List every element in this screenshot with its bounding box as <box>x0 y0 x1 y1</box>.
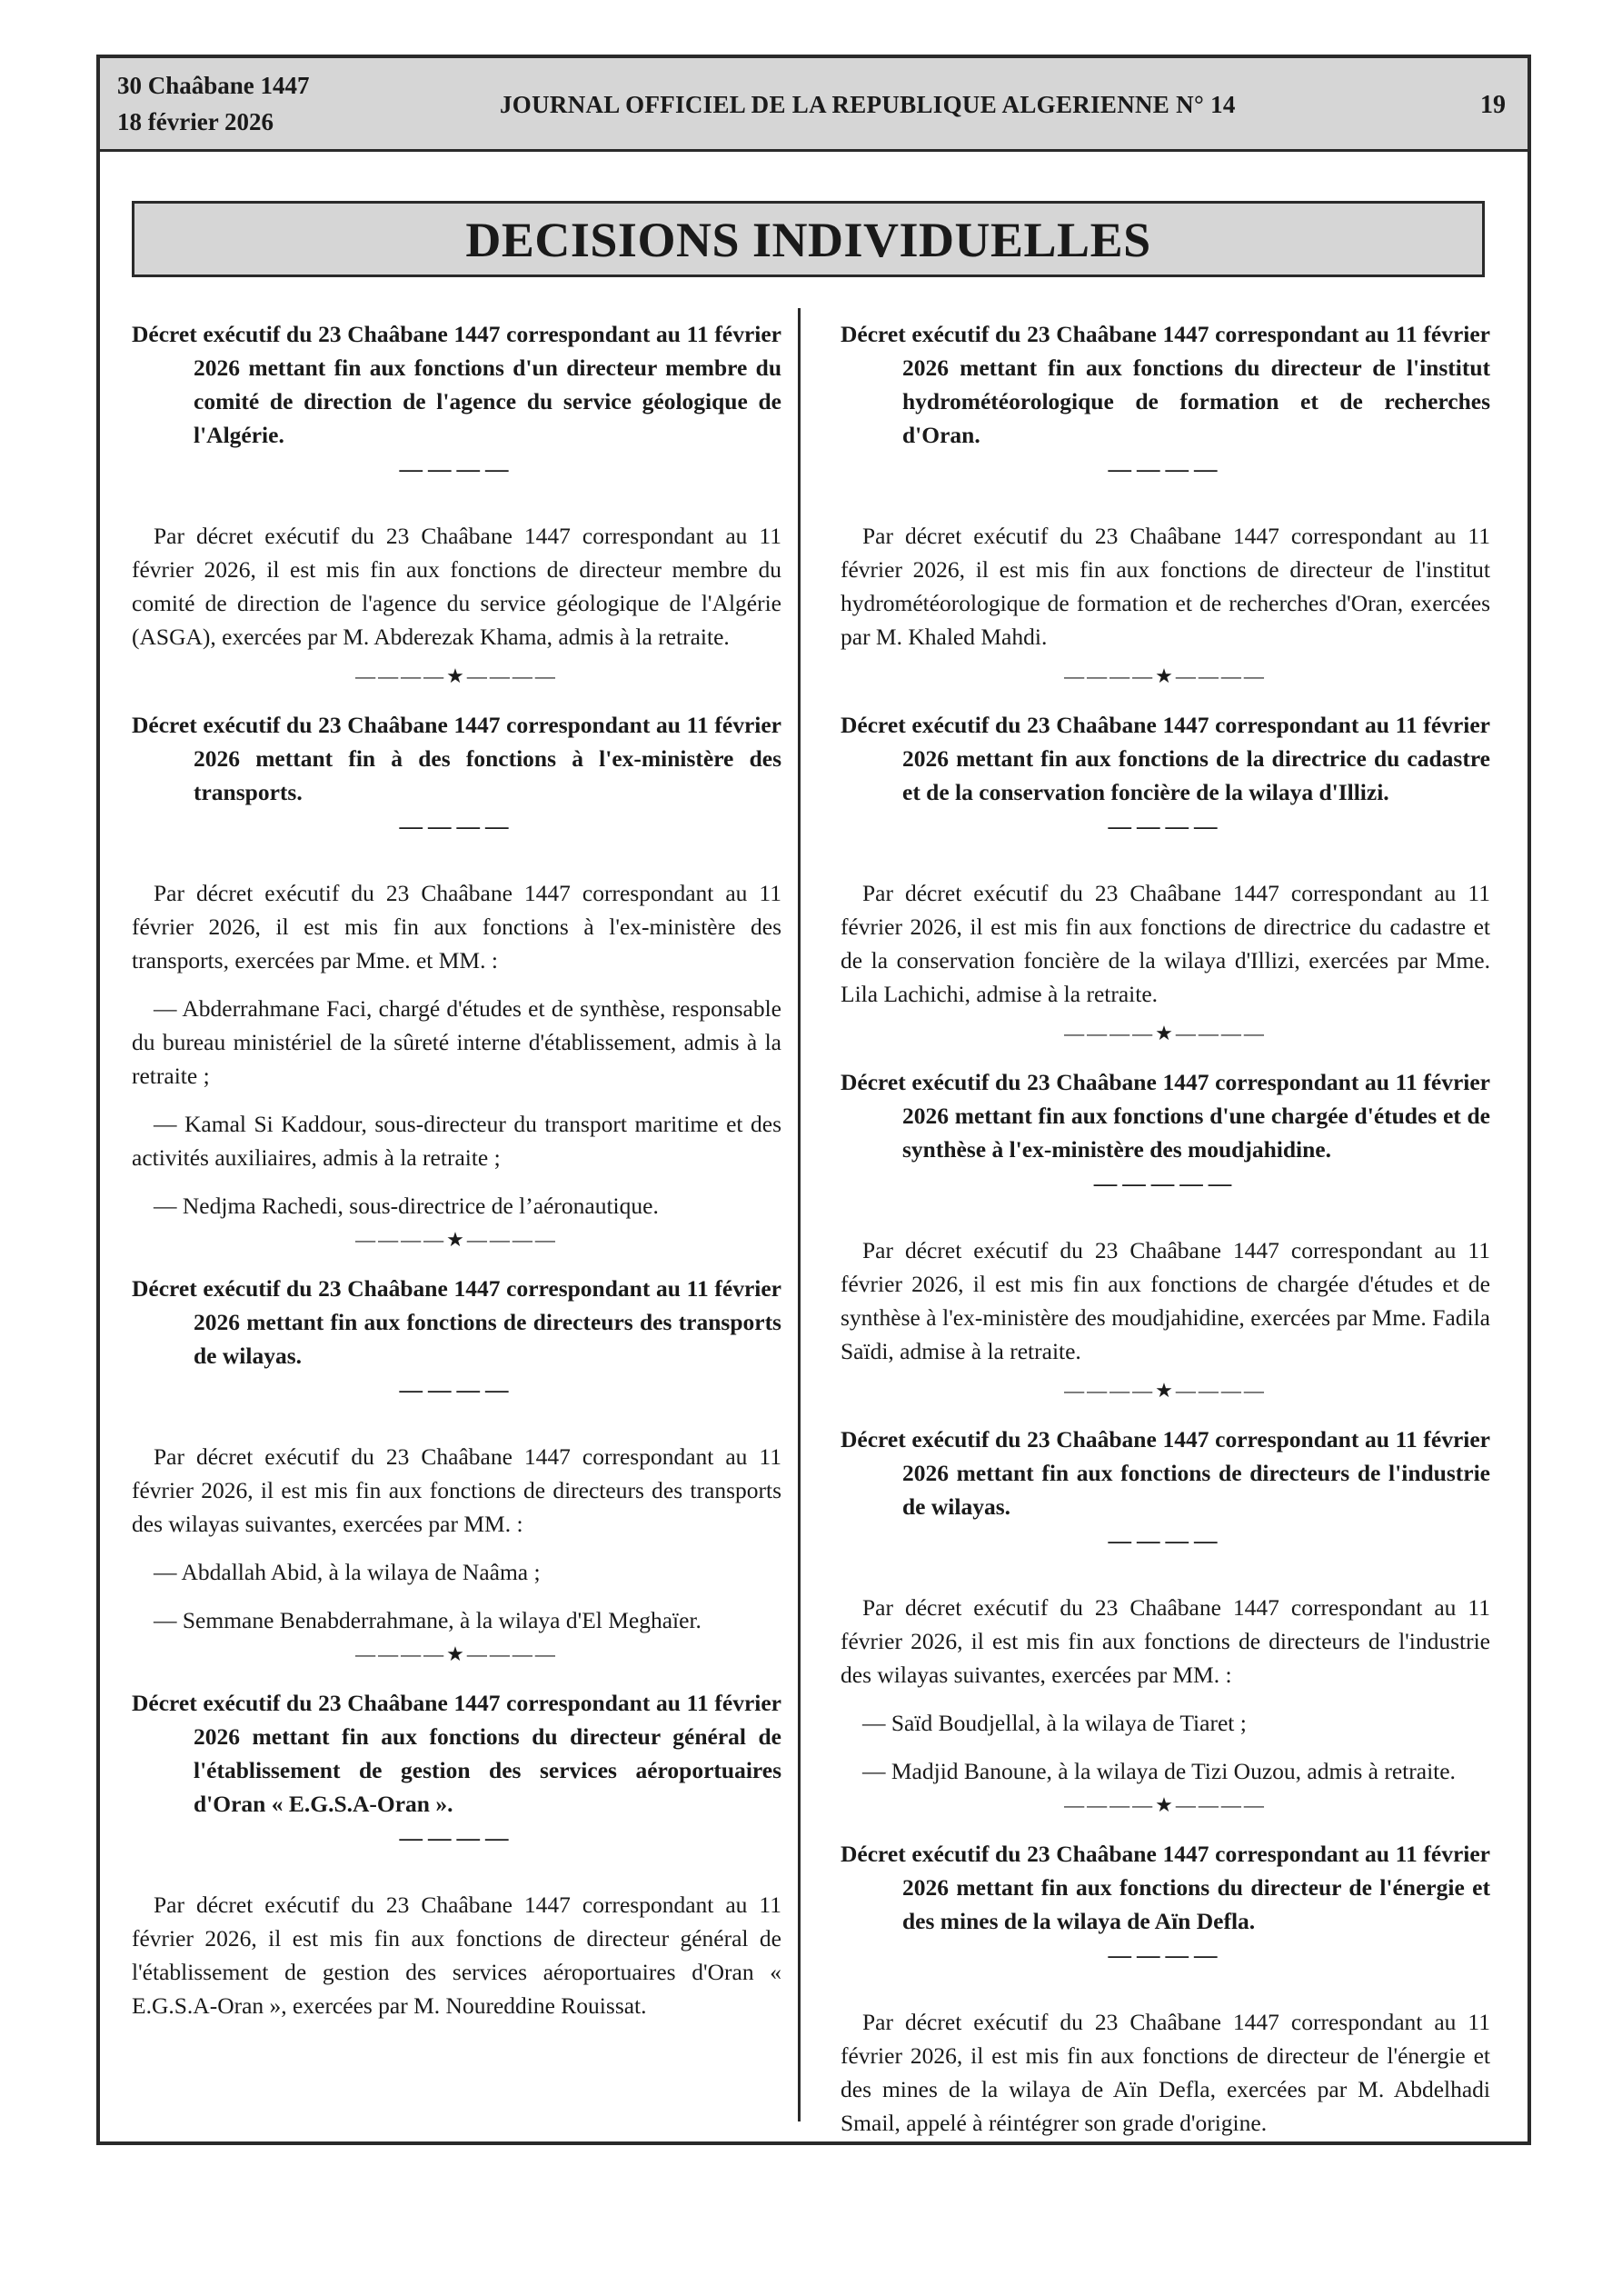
decree-body: Par décret exécutif du 23 Chaâbane 1447 correspondant au 11 février 2026, il est mis fin aux fonctions de directrice du cadastre et de la conservation foncière de la wilaya d'Illizi, exercées par Mme. Lila Lachichi, admise à la retraite. <box>841 880 1490 1007</box>
star-separator: ————★———— <box>355 664 558 687</box>
decree-title: Décret exécutif du 23 Chaâbane 1447 correspondant au 11 février 2026 mettant fin aux fonctions d'un directeur membre du comité de direction de l'agence du service géologique de l'Algérie. <box>132 321 781 448</box>
star-separator: ————★———— <box>1064 664 1267 687</box>
star-separator: ————★———— <box>355 1228 558 1251</box>
decree-body: Par décret exécutif du 23 Chaâbane 1447 correspondant au 11 février 2026, il est mis fin aux fonctions de directeur de l'énergie et des mines de la wilaya de Aïn Defla, exercées par M. Abdelhadi Smail, appelé à réintégrer son grade d'origine. <box>841 2009 1490 2136</box>
decree-list-item: — Saïd Boudjellal, à la wilaya de Tiaret ; <box>862 1710 1247 1736</box>
decree-title: Décret exécutif du 23 Chaâbane 1447 correspondant au 11 février 2026 mettant fin à des fonctions à l'ex-ministère des transports. <box>132 712 781 805</box>
star-separator: ————★———— <box>1064 1793 1267 1816</box>
decree-list-item: — Abderrahmane Faci, chargé d'études et de synthèse, responsable du bureau ministériel de la sûreté interne d'établissement, admis à la retraite ; <box>132 995 781 1089</box>
decree-title: Décret exécutif du 23 Chaâbane 1447 correspondant au 11 février 2026 mettant fin aux fonctions du directeur général de l'établissement de gestion des services aéroportuaires d'Oran « E.G.S.A-Oran ». <box>132 1690 781 1817</box>
decree-list-item: — Madjid Banoune, à la wilaya de Tizi Ouzou, admis à retraite. <box>862 1758 1456 1784</box>
title-separator: ———— <box>399 1376 514 1403</box>
page-frame <box>96 55 1531 2145</box>
title-separator: ———— <box>399 455 514 482</box>
decree-list-item: — Nedjma Rachedi, sous-directrice de l’aéronautique. <box>154 1193 659 1219</box>
decree-list-item: — Semmane Benabderrahmane, à la wilaya d'El Meghaïer. <box>154 1607 702 1633</box>
title-separator: ———— <box>1108 1527 1223 1553</box>
decree-body: Par décret exécutif du 23 Chaâbane 1447 correspondant au 11 février 2026, il est mis fin aux fonctions à l'ex-ministère des transports, exercées par Mme. et MM. : <box>132 880 781 973</box>
star-separator: ————★———— <box>1064 1022 1267 1044</box>
decree-list-item: — Abdallah Abid, à la wilaya de Naâma ; <box>154 1559 541 1585</box>
header-date-hijri: 30 Chaâbane 1447 <box>117 72 310 99</box>
journal-title: JOURNAL OFFICIEL DE LA REPUBLIQUE ALGERIENNE N° 14 <box>500 91 1236 118</box>
column-divider <box>798 308 801 2121</box>
title-separator: ———— <box>1108 455 1223 482</box>
decree-body: Par décret exécutif du 23 Chaâbane 1447 correspondant au 11 février 2026, il est mis fin aux fonctions de directeur général de l'établissement de gestion des services aéroportuaires d'Oran « E.G.S.A-Oran », exercées par M. Noureddine Rouissat. <box>132 1892 781 2019</box>
decree-title: Décret exécutif du 23 Chaâbane 1447 correspondant au 11 février 2026 mettant fin aux fonctions du directeur de l'énergie et des mines de la wilaya de Aïn Defla. <box>841 1841 1490 1934</box>
title-separator: ———— <box>399 1824 514 1851</box>
decree-title: Décret exécutif du 23 Chaâbane 1447 correspondant au 11 février 2026 mettant fin aux fonctions de la directrice du cadastre et de la conservation foncière de la wilaya d'Illizi. <box>841 712 1490 805</box>
decree-title: Décret exécutif du 23 Chaâbane 1447 correspondant au 11 février 2026 mettant fin aux fonctions du directeur de l'institut hydrométéorologique de formation et de recherches d'Oran. <box>841 321 1490 448</box>
star-separator: ————★———— <box>355 1642 558 1665</box>
title-separator: ————— <box>1093 1170 1238 1196</box>
right-column <box>841 317 1490 2149</box>
decree-title: Décret exécutif du 23 Chaâbane 1447 correspondant au 11 février 2026 mettant fin aux fonctions de directeurs de l'industrie de wilayas. <box>841 1426 1490 1520</box>
decree-body: Par décret exécutif du 23 Chaâbane 1447 correspondant au 11 février 2026, il est mis fin aux fonctions de directeur de l'institut hydrométéorologique de formation et de recherches d'Oran, exercées par M. Khaled Mahdi. <box>841 523 1490 650</box>
journal-header <box>100 58 1527 152</box>
decree-body: Par décret exécutif du 23 Chaâbane 1447 correspondant au 11 février 2026, il est mis fin aux fonctions de directeurs de l'industrie des wilayas suivantes, exercées par MM. : <box>841 1594 1490 1688</box>
left-column <box>132 317 781 2031</box>
title-separator: ———— <box>399 813 514 839</box>
decree-title: Décret exécutif du 23 Chaâbane 1447 correspondant au 11 février 2026 mettant fin aux fonctions de directeurs des transports de wilayas. <box>132 1275 781 1369</box>
decree-body: Par décret exécutif du 23 Chaâbane 1447 correspondant au 11 février 2026, il est mis fin aux fonctions de directeur membre du comité de direction de l'agence du service géologique de l'Algérie (ASGA), exercées par M. Abderezak Khama, admis à la retraite. <box>132 523 781 650</box>
star-separator: ————★———— <box>1064 1379 1267 1402</box>
header-date <box>117 67 310 140</box>
title-separator: ———— <box>1108 1942 1223 1968</box>
decree-list-item: — Kamal Si Kaddour, sous-directeur du transport maritime et des activités auxiliaires, admis à la retraite ; <box>132 1111 781 1171</box>
decree-body: Par décret exécutif du 23 Chaâbane 1447 correspondant au 11 février 2026, il est mis fin aux fonctions de directeurs des transports des wilayas suivantes, exercées par MM. : <box>132 1443 781 1537</box>
title-separator: ———— <box>1108 813 1223 839</box>
page-number: 19 <box>1480 91 1506 119</box>
decree-title: Décret exécutif du 23 Chaâbane 1447 correspondant au 11 février 2026 mettant fin aux fonctions d'une chargée d'études et de synthèse à l'ex-ministère des moudjahidine. <box>841 1069 1490 1163</box>
header-date-gregorian: 18 février 2026 <box>117 108 274 135</box>
decree-body: Par décret exécutif du 23 Chaâbane 1447 correspondant au 11 février 2026, il est mis fin aux fonctions de chargée d'études et de synthèse à l'ex-ministère des moudjahidine, exercées par Mme. Fadila Saïdi, admise à la retraite. <box>841 1237 1490 1364</box>
section-title: DECISIONS INDIVIDUELLES <box>132 201 1485 277</box>
